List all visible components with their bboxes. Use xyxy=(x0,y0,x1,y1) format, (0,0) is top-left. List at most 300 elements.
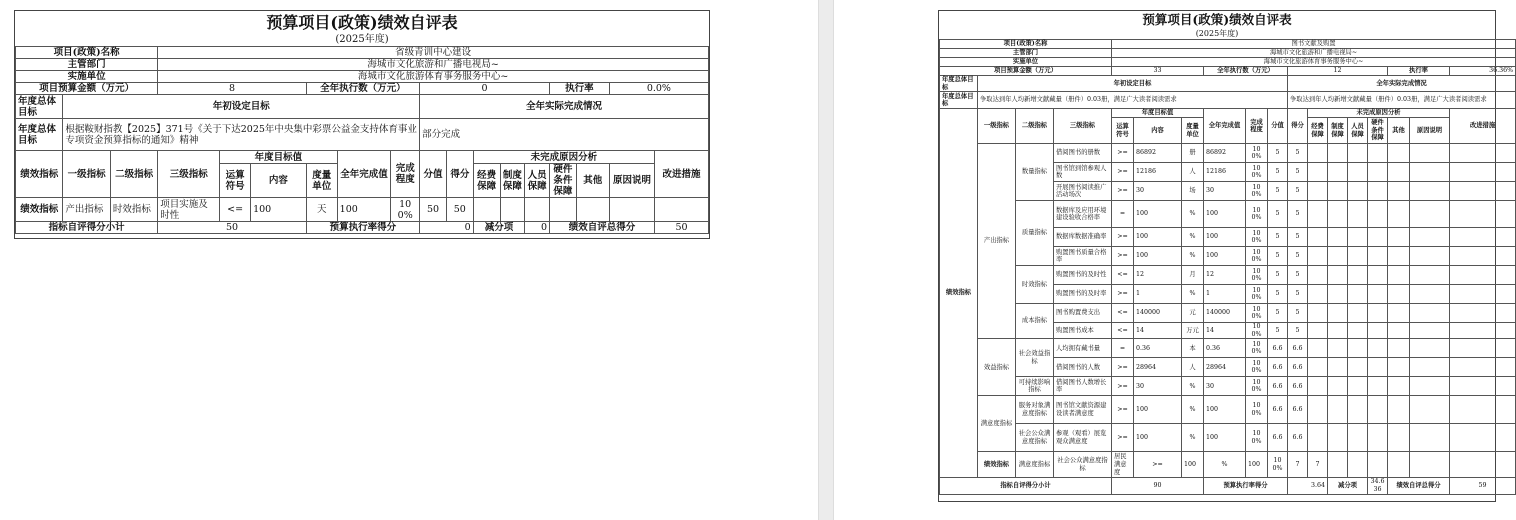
empty-cell xyxy=(1368,396,1388,424)
empty-cell xyxy=(1328,182,1348,201)
score-cell: 5 xyxy=(1288,163,1308,182)
initial-goal-header: 年初设定目标 xyxy=(63,95,420,119)
value-cell: 5 xyxy=(1268,266,1288,285)
value-cell: 5 xyxy=(1268,182,1288,201)
content-cell: 100 xyxy=(1134,424,1182,452)
operator-cell: >= xyxy=(1112,396,1134,424)
unit-cell: 场 xyxy=(1182,182,1204,201)
empty-cell xyxy=(1348,201,1368,228)
empty-cell xyxy=(1388,424,1410,452)
level2-cell: 社会公众满意度指标 xyxy=(1016,424,1054,452)
hardware-header: 硬件条件保障 xyxy=(1368,118,1388,144)
empty-cell xyxy=(1388,163,1410,182)
improvement-header: 改进措施 xyxy=(1450,109,1516,144)
empty-cell xyxy=(549,198,576,222)
actual-cell: 140000 xyxy=(1204,304,1246,323)
value-cell: 6.6 xyxy=(1268,377,1288,396)
empty-cell xyxy=(1410,266,1450,285)
empty-cell xyxy=(1348,247,1368,266)
level2-cell: 服务对象满意度指标 xyxy=(1016,396,1054,424)
empty-cell xyxy=(1348,323,1368,339)
score-cell: 6.6 xyxy=(1288,339,1308,358)
goal-text: 根据鞍财指教【2025】371号《关于下达2025年中央集中彩票公益金支持体育事业专项资金预算指标的通知》精神 xyxy=(63,119,420,151)
empty-cell xyxy=(1308,323,1328,339)
empty-cell xyxy=(1308,228,1328,247)
empty-cell xyxy=(1388,323,1410,339)
value-cell: 6.6 xyxy=(1268,424,1288,452)
empty-cell xyxy=(1328,323,1348,339)
operator-cell: >= xyxy=(1112,144,1134,163)
operator-cell: = xyxy=(1112,201,1134,228)
budget-score-value: 3.64 xyxy=(1288,478,1328,494)
operator-cell: >= xyxy=(1112,377,1134,396)
empty-cell xyxy=(1450,304,1516,323)
budget-value: 33 xyxy=(1112,67,1204,76)
budget-label: 项目预算金额（万元） xyxy=(16,83,158,95)
completion-cell: 100% xyxy=(1268,452,1288,478)
operator-cell: >= xyxy=(1112,182,1134,201)
empty-cell xyxy=(1388,339,1410,358)
level3-cell: 开展图书阅读推广活动场次 xyxy=(1054,182,1112,201)
actual-cell: 28964 xyxy=(1204,358,1246,377)
empty-cell xyxy=(1348,396,1368,424)
level3-cell: 项目实施及时性 xyxy=(158,198,220,222)
empty-cell xyxy=(1328,452,1348,478)
content-cell: 30 xyxy=(1134,377,1182,396)
overall-goal-label: 年度总体目标 xyxy=(940,76,978,92)
level1-cell: 满意度指标 xyxy=(978,396,1016,452)
operator-header: 运算符号 xyxy=(1112,118,1134,144)
level3-cell: 数据库及应用环境建设验收合格率 xyxy=(1054,201,1112,228)
completion-cell: 100% xyxy=(1246,339,1268,358)
table-row xyxy=(16,198,709,222)
empty-cell xyxy=(1410,144,1450,163)
operator-cell: <= xyxy=(1112,266,1134,285)
year-exec-value: 12 xyxy=(1288,67,1388,76)
content-cell: 12186 xyxy=(1134,163,1182,182)
empty-cell xyxy=(1388,285,1410,304)
project-name-value: 省级青训中心建设 xyxy=(158,47,709,59)
overall-goal-label: 年度总体目标 xyxy=(16,95,63,119)
score-value-header: 分值 xyxy=(420,151,447,198)
reason-analysis-header: 未完成原因分析 xyxy=(473,151,654,164)
content-cell: 28964 xyxy=(1134,358,1182,377)
score-cell: 5 xyxy=(1288,228,1308,247)
empty-cell xyxy=(1328,144,1348,163)
perf-indicator-header: 绩效指标 xyxy=(940,109,978,478)
empty-cell xyxy=(473,198,500,222)
unit-cell: % xyxy=(1182,285,1204,304)
operator-cell: >= xyxy=(1112,247,1134,266)
empty-cell xyxy=(1348,424,1368,452)
unit-cell: 元 xyxy=(1182,304,1204,323)
perf-indicator-header: 绩效指标 xyxy=(16,151,63,198)
score-header: 得分 xyxy=(446,151,473,198)
empty-cell xyxy=(1450,182,1516,201)
level3-cell: 人均拥有藏书量 xyxy=(1054,339,1112,358)
completion-cell: 100% xyxy=(1246,201,1268,228)
score-cell: 5 xyxy=(1288,201,1308,228)
reason-desc-header: 原因说明 xyxy=(609,164,654,198)
content-cell: 100 xyxy=(1134,201,1182,228)
value-cell: 50 xyxy=(420,198,447,222)
exec-rate-label: 执行率 xyxy=(549,83,609,95)
project-name-value: 图书文献及购置 xyxy=(1112,40,1516,49)
empty-cell xyxy=(1308,339,1328,358)
completion-header: 完成程度 xyxy=(1246,109,1268,144)
unit-value: 海城市文化旅游体育事务服务中心~ xyxy=(158,71,709,83)
overall-goal-label-2: 年度总体目标 xyxy=(940,92,978,109)
empty-cell xyxy=(1308,424,1328,452)
content-cell: 100 xyxy=(1134,228,1182,247)
level2-cell: 数量指标 xyxy=(1016,144,1054,201)
level3-cell: 数据库数据准确率 xyxy=(1054,228,1112,247)
score-cell: 5 xyxy=(1288,144,1308,163)
empty-cell xyxy=(1368,201,1388,228)
year-exec-label: 全年执行数（万元） xyxy=(306,83,419,95)
report-title: 预算项目(政策)绩效自评表 xyxy=(266,13,458,32)
report-year-2: (2025年度) xyxy=(1195,29,1239,38)
unit-cell: % xyxy=(1182,228,1204,247)
empty-cell xyxy=(1348,182,1368,201)
score-cell: 5 xyxy=(1288,247,1308,266)
budget-score-label: 预算执行率得分 xyxy=(306,222,419,234)
unit-cell: 册 xyxy=(1182,144,1204,163)
budget-value: 8 xyxy=(158,83,306,95)
empty-cell xyxy=(1308,247,1328,266)
full-year-value-header: 全年完成值 xyxy=(337,151,391,198)
funding-header: 经费保障 xyxy=(1308,118,1328,144)
empty-cell xyxy=(1368,339,1388,358)
empty-cell xyxy=(500,198,525,222)
empty-cell xyxy=(1308,163,1328,182)
empty-cell xyxy=(1348,228,1368,247)
content-cell: 1 xyxy=(1134,285,1182,304)
table-row xyxy=(940,144,1516,163)
empty-cell xyxy=(1410,452,1450,478)
level2-cell: 社会公众满意度指标 xyxy=(1054,452,1112,478)
page-divider xyxy=(818,0,834,520)
unit-measure-header: 度量单位 xyxy=(306,164,337,198)
content-cell: 100 xyxy=(251,198,307,222)
score-cell: 6.6 xyxy=(1288,377,1308,396)
empty-cell xyxy=(1368,323,1388,339)
actual-cell: 86892 xyxy=(1204,144,1246,163)
level3-cell: 图书馆文献资源建设读者满意度 xyxy=(1054,396,1112,424)
department-value: 海城市文化旅游和广播电视局~ xyxy=(158,59,709,71)
system-header: 制度保障 xyxy=(500,164,525,198)
empty-cell xyxy=(1308,377,1328,396)
level2-cell: 时效指标 xyxy=(1016,266,1054,304)
actual-cell: 12 xyxy=(1204,266,1246,285)
operator-cell: = xyxy=(1112,339,1134,358)
empty-cell xyxy=(1388,144,1410,163)
reason-desc-header: 原因说明 xyxy=(1410,118,1450,144)
actual-status-header: 全年实际完成情况 xyxy=(420,95,709,119)
actual-cell: 14 xyxy=(1204,323,1246,339)
actual-cell: 100 xyxy=(1204,424,1246,452)
level2-cell: 社会效益指标 xyxy=(1016,339,1054,377)
empty-cell xyxy=(1368,377,1388,396)
empty-cell xyxy=(1388,377,1410,396)
report-table-2 xyxy=(939,39,1516,495)
empty-cell xyxy=(1348,452,1368,478)
unit-cell: % xyxy=(1182,424,1204,452)
table-row xyxy=(940,266,1516,285)
operator-cell: >= xyxy=(1112,163,1134,182)
actual-text: 部分完成 xyxy=(420,119,709,151)
department-value: 海城市文化旅游和广播电视局~ xyxy=(1112,49,1516,58)
value-cell: 5 xyxy=(1268,285,1288,304)
content-cell: 14 xyxy=(1134,323,1182,339)
completion-cell: 100% xyxy=(1246,396,1268,424)
empty-cell xyxy=(1308,358,1328,377)
overall-goal-label-2: 年度总体目标 xyxy=(16,119,63,151)
score-cell: 50 xyxy=(446,198,473,222)
score-cell: 5 xyxy=(1288,304,1308,323)
empty-cell xyxy=(1388,304,1410,323)
subtotal-value: 50 xyxy=(158,222,306,234)
value-cell: 6.6 xyxy=(1268,396,1288,424)
empty-cell xyxy=(1308,266,1328,285)
empty-cell xyxy=(1368,247,1388,266)
empty-cell xyxy=(1368,452,1388,478)
completion-cell: 100% xyxy=(1246,304,1268,323)
empty-cell xyxy=(1388,396,1410,424)
level1-header: 一级指标 xyxy=(978,109,1016,144)
content-cell: 100 xyxy=(1182,452,1204,478)
operator-cell: >= xyxy=(1112,424,1134,452)
deduction-label: 减分项 xyxy=(473,222,525,234)
unit-cell: % xyxy=(1182,247,1204,266)
level3-cell: 借阅图书人数增长率 xyxy=(1054,377,1112,396)
table-row xyxy=(940,396,1516,424)
score-cell: 5 xyxy=(1288,266,1308,285)
improvement-header: 改进措施 xyxy=(655,151,709,198)
level3-header: 三级指标 xyxy=(158,151,220,198)
value-cell: 5 xyxy=(1268,201,1288,228)
value-cell: 5 xyxy=(1268,323,1288,339)
content-header: 内容 xyxy=(251,164,307,198)
completion-cell: 100% xyxy=(1246,323,1268,339)
department-label: 主管部门 xyxy=(16,59,158,71)
perf-indicator-cell: 绩效指标 xyxy=(978,452,1016,478)
actual-cell: 30 xyxy=(1204,182,1246,201)
operator-cell: >= xyxy=(1112,228,1134,247)
empty-cell xyxy=(1308,182,1328,201)
empty-cell xyxy=(1410,228,1450,247)
level1-cell: 满意度指标 xyxy=(1016,452,1054,478)
initial-goal-header: 年初设定目标 xyxy=(978,76,1288,92)
score-header: 得分 xyxy=(1288,109,1308,144)
completion-cell: 100% xyxy=(1246,228,1268,247)
empty-cell xyxy=(1410,182,1450,201)
personnel-header: 人员保障 xyxy=(1348,118,1368,144)
value-cell: 5 xyxy=(1268,247,1288,266)
report-title-2: 预算项目(政策)绩效自评表 xyxy=(1142,12,1292,27)
subtotal-value: 90 xyxy=(1112,478,1204,494)
completion-header: 完成程度 xyxy=(391,151,420,198)
report-page-2 xyxy=(938,10,1514,502)
actual-text: 争取达到年人均新增文献藏量（册件）0.03册，满足广大读者阅读需求 xyxy=(1288,92,1516,109)
year-exec-value: 0 xyxy=(420,83,550,95)
operator-cell: >= xyxy=(1134,452,1182,478)
full-year-value-header: 全年完成值 xyxy=(1204,109,1246,144)
empty-cell xyxy=(1328,396,1348,424)
value-cell: 6.6 xyxy=(1268,339,1288,358)
reason-analysis-header: 未完成原因分析 xyxy=(1308,109,1450,118)
empty-cell xyxy=(1450,323,1516,339)
empty-cell xyxy=(1368,285,1388,304)
table-row xyxy=(940,304,1516,323)
empty-cell xyxy=(1450,201,1516,228)
personnel-header: 人员保障 xyxy=(525,164,550,198)
empty-cell xyxy=(1388,247,1410,266)
empty-cell xyxy=(1410,163,1450,182)
table-row xyxy=(940,339,1516,358)
operator-cell: <= xyxy=(1112,304,1134,323)
empty-cell xyxy=(1388,182,1410,201)
content-cell: 0.36 xyxy=(1134,339,1182,358)
empty-cell xyxy=(1348,144,1368,163)
empty-cell xyxy=(1368,266,1388,285)
unit-cell: % xyxy=(1182,396,1204,424)
empty-cell xyxy=(1388,266,1410,285)
empty-cell xyxy=(1308,285,1328,304)
empty-cell xyxy=(1450,452,1516,478)
empty-cell xyxy=(1450,163,1516,182)
empty-cell xyxy=(1328,201,1348,228)
report-table xyxy=(15,46,709,234)
score-cell: 5 xyxy=(1288,285,1308,304)
empty-cell xyxy=(1388,358,1410,377)
unit-cell: 人 xyxy=(1182,358,1204,377)
level1-header: 一级指标 xyxy=(63,151,110,198)
report-year: (2025年度) xyxy=(335,34,389,45)
empty-cell xyxy=(1368,163,1388,182)
level2-header: 二级指标 xyxy=(110,151,157,198)
subtotal-label: 指标自评得分小计 xyxy=(16,222,158,234)
level2-cell: 成本指标 xyxy=(1016,304,1054,339)
empty-cell xyxy=(1348,285,1368,304)
goal-text: 争取达到年人均新增文献藏量（册件）0.03册，满足广大读者阅读需求 xyxy=(978,92,1288,109)
completion-cell: 100% xyxy=(1246,285,1268,304)
budget-score-value: 0 xyxy=(420,222,474,234)
empty-cell xyxy=(1450,358,1516,377)
level3-cell: 图书购置费支出 xyxy=(1054,304,1112,323)
deduction-value: 34.636 xyxy=(1368,478,1388,494)
empty-cell xyxy=(1410,304,1450,323)
level2-cell: 质量指标 xyxy=(1016,201,1054,266)
value-cell: 5 xyxy=(1268,228,1288,247)
level3-cell: 借阅图书的人数 xyxy=(1054,358,1112,377)
actual-cell: 100 xyxy=(337,198,391,222)
content-cell: 140000 xyxy=(1134,304,1182,323)
empty-cell xyxy=(1328,304,1348,323)
unit-cell: % xyxy=(1204,452,1246,478)
target-value-header: 年度目标值 xyxy=(1112,109,1204,118)
empty-cell xyxy=(1450,396,1516,424)
empty-cell xyxy=(1410,377,1450,396)
completion-cell: 100% xyxy=(1246,182,1268,201)
empty-cell xyxy=(1450,424,1516,452)
operator-cell: >= xyxy=(1112,358,1134,377)
level3-cell: 购置图书的及时率 xyxy=(1054,285,1112,304)
empty-cell xyxy=(1388,228,1410,247)
empty-cell xyxy=(1348,266,1368,285)
actual-cell: 1 xyxy=(1204,285,1246,304)
empty-cell xyxy=(1450,247,1516,266)
empty-cell xyxy=(1450,228,1516,247)
score-cell: 6.6 xyxy=(1288,396,1308,424)
actual-cell: 0.36 xyxy=(1204,339,1246,358)
level3-cell: 购置图书的及时性 xyxy=(1054,266,1112,285)
empty-cell xyxy=(1328,228,1348,247)
system-header: 制度保障 xyxy=(1328,118,1348,144)
operator-cell: <= xyxy=(220,198,251,222)
value-cell: 5 xyxy=(1268,144,1288,163)
actual-cell: 30 xyxy=(1204,377,1246,396)
budget-score-label: 预算执行率得分 xyxy=(1204,478,1288,494)
level2-header: 二级指标 xyxy=(1016,109,1054,144)
value-cell: 5 xyxy=(1268,163,1288,182)
level3-cell: 购置图书质量合格率 xyxy=(1054,247,1112,266)
score-cell: 5 xyxy=(1288,182,1308,201)
deduction-label: 减分项 xyxy=(1328,478,1368,494)
year-exec-label: 全年执行数（万元） xyxy=(1204,67,1288,76)
empty-cell xyxy=(1450,339,1516,358)
unit-cell: % xyxy=(1182,201,1204,228)
unit-cell: % xyxy=(1182,377,1204,396)
empty-cell xyxy=(1368,144,1388,163)
empty-cell xyxy=(1328,247,1348,266)
empty-cell xyxy=(1328,266,1348,285)
empty-cell xyxy=(1348,377,1368,396)
content-cell: 30 xyxy=(1134,182,1182,201)
empty-cell xyxy=(1450,266,1516,285)
empty-cell xyxy=(1410,323,1450,339)
actual-cell: 100 xyxy=(1246,452,1268,478)
empty-cell xyxy=(1308,144,1328,163)
level1-cell: 效益指标 xyxy=(978,339,1016,396)
empty-cell xyxy=(609,198,654,222)
department-label: 主管部门 xyxy=(940,49,1112,58)
unit-cell: 人 xyxy=(1182,163,1204,182)
table-row xyxy=(940,377,1516,396)
score-cell: 6.6 xyxy=(1288,358,1308,377)
project-name-label: 项目(政策)名称 xyxy=(16,47,158,59)
actual-status-header: 全年实际完成情况 xyxy=(1288,76,1516,92)
level3-cell: 借阅图书的册数 xyxy=(1054,144,1112,163)
actual-cell: 12186 xyxy=(1204,163,1246,182)
score-cell: 6.6 xyxy=(1288,424,1308,452)
unit-value: 海城市文化旅游体育事务服务中心~ xyxy=(1112,58,1516,67)
actual-cell: 100 xyxy=(1204,228,1246,247)
empty-cell xyxy=(1410,339,1450,358)
budget-label: 项目预算金额（万元） xyxy=(940,67,1112,76)
unit-cell: 月 xyxy=(1182,266,1204,285)
empty-cell xyxy=(1368,304,1388,323)
unit-cell: 万元 xyxy=(1182,323,1204,339)
actual-cell: 100 xyxy=(1204,247,1246,266)
empty-cell xyxy=(525,198,550,222)
empty-cell xyxy=(1348,304,1368,323)
project-name-label: 项目(政策)名称 xyxy=(940,40,1112,49)
total-value: 50 xyxy=(655,222,709,234)
completion-cell: 100% xyxy=(1246,144,1268,163)
score-cell: 5 xyxy=(1288,323,1308,339)
content-cell: 12 xyxy=(1134,266,1182,285)
